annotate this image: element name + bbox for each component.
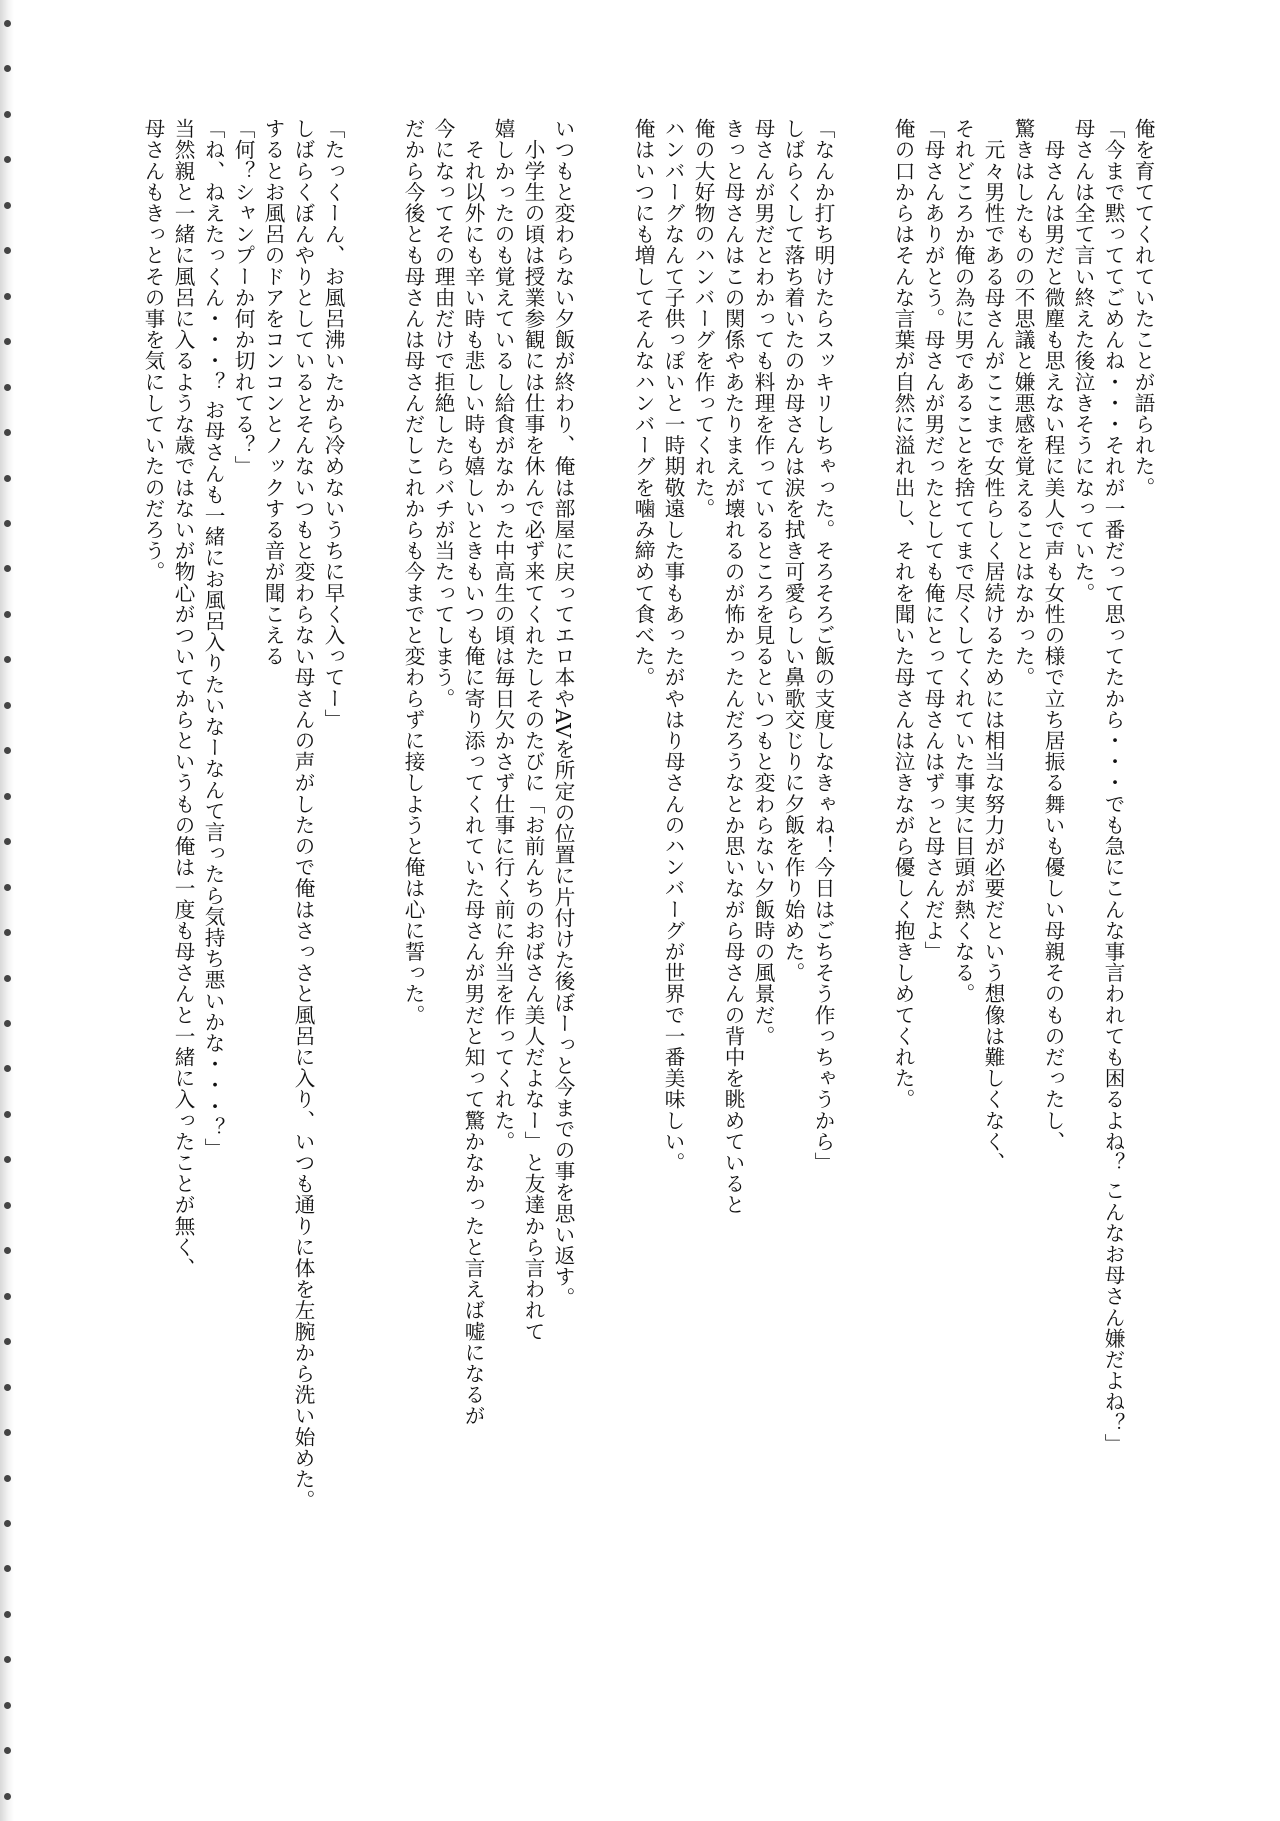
text-line: だから今後とも母さんは母さんだしこれからも今までと変わらずに接しようと俺は心に誓った。 (401, 118, 425, 1026)
paragraph-gap (348, 118, 398, 119)
text-line: するとお風呂のドアをコンコンとノックする音が聞こえる (261, 118, 285, 667)
text-line: 俺の口からはそんな言葉が自然に溢れ出し、それを聞いた母さんは泣きながら優しく抱きしめてくれた。 (891, 118, 915, 1110)
text-line: 母さんは男だと微塵も思えない程に美人で声も女性の様で立ち居振る舞いも優しい母親そのものだったし、 (1041, 118, 1065, 1152)
text-line: きっと母さんはこの関係やあたりまえが壊れるのが怖かったんだろうなとか思いながら母さんの背中を眺めていると (721, 118, 745, 1216)
text-line: 「たっくーん、お風呂沸いたから冷めないうちに早く入ってー」 (321, 118, 345, 730)
text-line: 「なんか打ち明けたらスッキリしちゃった。そろそろご飯の支度しなきゃね！今日はごちそう作っちゃうから」 (811, 118, 835, 1173)
text-line: 元々男性である母さんがここまで女性らしく居続けるためには相当な努力が必要だという想像は難しくなく、 (981, 118, 1005, 1173)
text-line: それ以外にも辛い時も悲しい時も嬉しいときもいつも俺に寄り添ってくれていた母さんが男だと知って驚かなかったと言えば嘘になるが (461, 118, 485, 1427)
text-line: 当然親と一緒に風呂に入るような歳ではないが物心がついてからというもの俺は一度も母さんと一緒に入ったことが無く、 (171, 118, 195, 1279)
text-line: 「何？シャンプーか何か切れてる？」 (231, 118, 255, 477)
text-line: それどころか俺の為に男であることを捨ててまで尽くしてくれていた事実に目頭が熱くなる。 (951, 118, 975, 1005)
text-line: 小学生の頃は授業参観には仕事を休んで必ず来てくれたしそのたびに「お前んちのおばさん美人だよなー」と友達から言われて (521, 118, 545, 1342)
binding-marks (2, 20, 12, 1800)
page-edge-shadow (0, 0, 14, 1821)
text-line: 「母さんありがとう。母さんが男だったとしても俺にとって母さんはずっと母さんだよ」 (921, 118, 945, 962)
text-line: しばらくして落ち着いたのか母さんは涙を拭き可愛らしい鼻歌交じりに夕飯を作り始めた。 (781, 118, 805, 984)
text-line: 「今まで黙っててごめんね・・・それが一番だって思ってたから・・・でも急にこんな事言われても困るよね？ こんなお母さん嫌だよね？」 (1101, 118, 1125, 1455)
vertical-text-body (138, 118, 1158, 1678)
paragraph-gap (578, 118, 628, 119)
text-line: ハンバーグなんて子供っぽいと一時期敬遠した事もあったがやはり母さんのハンバーグが世界で一番美味しい。 (661, 118, 685, 1173)
text-line: 母さんが男だとわかっても料理を作っているところを見るといつもと変わらない夕飯時の風景だ。 (751, 118, 775, 1047)
text-line: 母さんもきっとその事を気にしていたのだろう。 (141, 118, 165, 583)
text-line: 「ね、ねえたっくん・・・？ お母さんも一緒にお風呂入りたいなーなんて言ったら気持ち悪いかな・・・？」 (201, 118, 225, 1159)
text-line: いつもと変わらない夕飯が終わり、俺は部屋に戻ってエロ本やAVを所定の位置に片付けた後ぼーっと今までの事を思い返す。 (551, 118, 575, 1309)
paragraph-gap (838, 118, 888, 119)
text-line: 嬉しかったのも覚えているし給食がなかった中高生の頃は毎日欠かさず仕事に行く前に弁当を作ってくれた。 (491, 118, 515, 1152)
text-line: 俺を育ててくれていたことが語られた。 (1131, 118, 1155, 498)
text-line: しばらくぼんやりとしているとそんないつもと変わらない母さんの声がしたので俺はさっさと風呂に入り、いつも通りに体を左腕から洗い始めた。 (291, 118, 315, 1511)
text-line: 驚きはしたものの不思議と嫌悪感を覚えることはなかった。 (1011, 118, 1035, 688)
text-line: 俺はいつにも増してそんなハンバーグを噛み締めて食べた。 (631, 118, 655, 688)
text-line: 母さんは全て言い終えた後泣きそうになっていた。 (1071, 118, 1095, 604)
text-line: 俺の大好物のハンバーグを作ってくれた。 (691, 118, 715, 519)
text-line: 今になってその理由だけで拒絶したらバチが当たってしまう。 (431, 118, 455, 709)
